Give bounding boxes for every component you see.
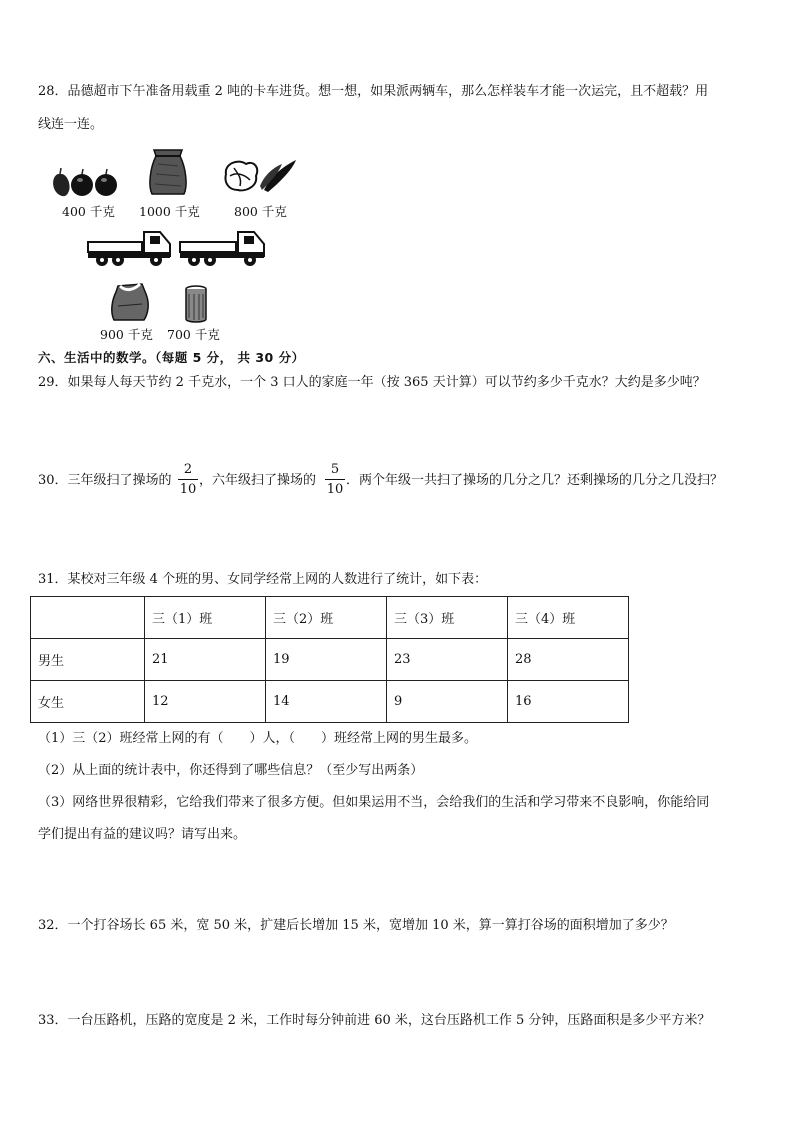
table-header-cell: 三（4）班 [508, 597, 629, 639]
table-cell: 男生 [31, 639, 145, 681]
q30-part3: ．两个年级一共扫了操场的几分之几？还剩操场的几分之几没扫？ [346, 473, 724, 488]
table-header-cell: 三（1）班 [145, 597, 266, 639]
grain-sack-icon [146, 146, 190, 196]
q32-text: 32．一个打谷场长 65 米，宽 50 米，扩建后长增加 15 米，宽增加 10 米，算一算打谷场的面积增加了多少？ [38, 918, 674, 933]
q31-sub3-line1: （3）网络世界很精彩，它给我们带来了很多方便。但如果运用不当，会给我们的生活和学习带来不良影响，你能给同 [38, 795, 710, 810]
item-label-400: 400 千克 [62, 204, 115, 219]
table-cell: 28 [508, 639, 629, 681]
q30-part1: 30．三年级扫了操场的 [38, 473, 172, 488]
fraction-denominator: 10 [179, 482, 197, 497]
table-cell: 21 [145, 639, 266, 681]
item-label-900: 900 千克 [100, 327, 153, 342]
table-row [31, 681, 629, 723]
table-header-cell: 三（3）班 [387, 597, 508, 639]
table-cell: 23 [387, 639, 508, 681]
item-label-1000: 1000 千克 [139, 204, 200, 219]
table-header-cell [31, 597, 145, 639]
truck-icon [86, 226, 174, 268]
table-cell: 12 [145, 681, 266, 723]
table-cell: 9 [387, 681, 508, 723]
q28-line2: 线连一连。 [38, 117, 104, 132]
vegetables-icon [220, 156, 302, 196]
barrel-icon [184, 284, 208, 324]
table-cell: 14 [266, 681, 387, 723]
statistics-table [30, 596, 629, 723]
item-label-800: 800 千克 [234, 204, 287, 219]
fraction-numerator: 2 [183, 462, 193, 477]
fraction-numerator: 5 [330, 462, 340, 477]
q33-text: 33．一台压路机，压路的宽度是 2 米，工作时每分钟前进 60 米，这台压路机工作 5 分钟，压路面积是多少平方米？ [38, 1013, 711, 1028]
q31-sub3-line2: 学们提出有益的建议吗？请写出来。 [38, 827, 247, 842]
table-cell: 16 [508, 681, 629, 723]
fraction-5-10 [325, 461, 345, 498]
table-header-row [31, 597, 629, 639]
table-cell: 女生 [31, 681, 145, 723]
table-header-cell: 三（2）班 [266, 597, 387, 639]
fraction-denominator: 10 [326, 482, 344, 497]
q30-part2: ，六年级扫了操场的 [199, 473, 317, 488]
truck-icon [178, 226, 268, 268]
q31-sub1: （1）三（2）班经常上网的有（ ）人，（ ）班经常上网的男生最多。 [38, 731, 478, 746]
fruit-icon [48, 160, 120, 198]
section-heading: 六、生活中的数学。（每题 5 分， 共 30 分） [38, 350, 305, 365]
q28-line1: 28．品德超市下午准备用载重 2 吨的卡车进货。想一想，如果派两辆车，那么怎样装车才能一次运完，且不超载？用 [38, 84, 709, 99]
flour-bag-icon [108, 280, 152, 322]
table-row [31, 639, 629, 681]
q31-intro: 31．某校对三年级 4 个班的男、女同学经常上网的人数进行了统计，如下表： [38, 572, 488, 587]
fraction-2-10 [178, 461, 198, 498]
q29-text: 29．如果每人每天节约 2 千克水，一个 3 口人的家庭一年（按 365 天计算）可以节约多少千克水？大约是多少吨？ [38, 375, 706, 390]
q31-sub2: （2）从上面的统计表中，你还得到了哪些信息？（至少写出两条） [38, 763, 424, 778]
table-cell: 19 [266, 639, 387, 681]
item-label-700: 700 千克 [167, 327, 220, 342]
